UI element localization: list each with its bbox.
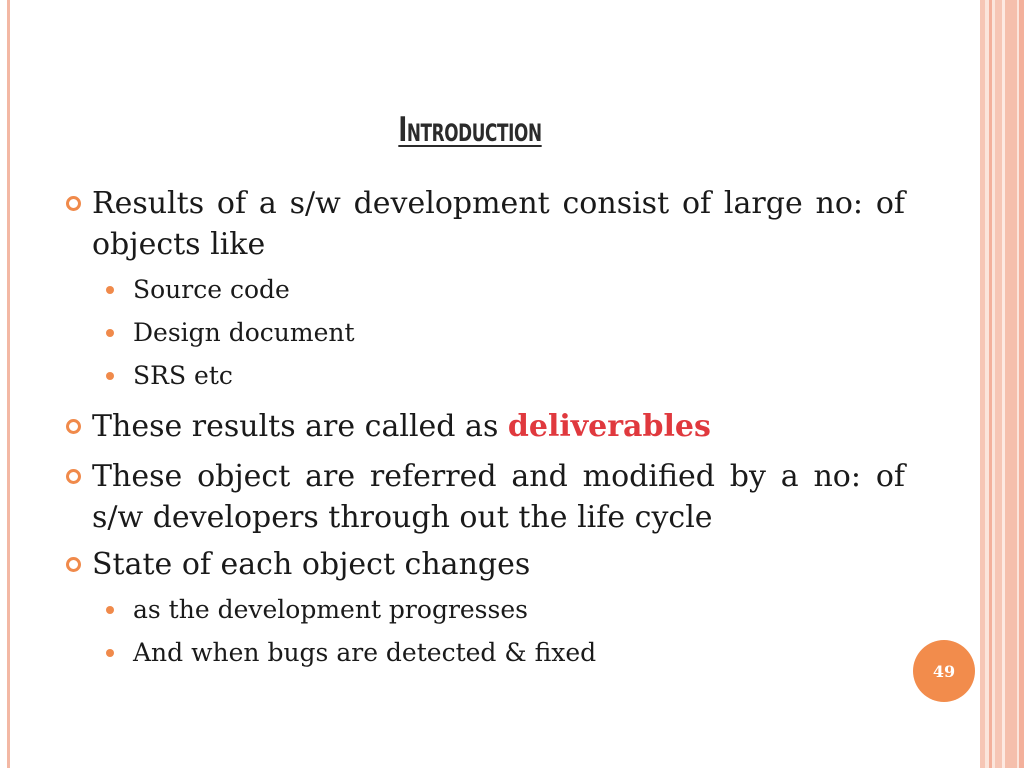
bullet-item xyxy=(60,406,905,447)
circle-bullet-icon xyxy=(66,196,81,211)
sub-bullet-list xyxy=(60,268,905,397)
circle-bullet-icon xyxy=(66,419,81,434)
highlighted-term: deliverables xyxy=(507,409,711,444)
bullet-text: State of each object changes xyxy=(92,547,531,582)
sub-bullet-item xyxy=(60,588,905,631)
circle-bullet-icon xyxy=(66,557,81,572)
bullet-text: Results of a s/w development consist of large no: of objects like xyxy=(92,186,905,262)
decorative-stripe xyxy=(1019,0,1024,768)
circle-bullet-icon xyxy=(66,469,81,484)
sub-bullet-text: SRS etc xyxy=(133,361,233,390)
bullet-list xyxy=(60,183,905,674)
dot-bullet-icon xyxy=(106,329,114,337)
sub-bullet-item xyxy=(60,631,905,674)
bullet-text: These object are referred and modified by a no: of s/w developers through out the life cycle xyxy=(92,459,905,535)
bullet-item xyxy=(60,456,905,538)
sub-bullet-text: Source code xyxy=(133,275,290,304)
page-number-badge: 49 xyxy=(913,640,975,702)
decorative-stripe xyxy=(995,0,1002,768)
bullet-item xyxy=(60,183,905,265)
sub-bullet-text: Design document xyxy=(133,318,355,347)
sub-bullet-item xyxy=(60,268,905,311)
dot-bullet-icon xyxy=(106,606,114,614)
bullet-item xyxy=(60,544,905,585)
dot-bullet-icon xyxy=(106,649,114,657)
sub-bullet-text: as the development progresses xyxy=(133,595,528,624)
dot-bullet-icon xyxy=(106,372,114,380)
sub-bullet-text: And when bugs are detected & fixed xyxy=(133,638,597,667)
sub-bullet-list xyxy=(60,588,905,674)
bullet-text: These results are called as xyxy=(92,409,508,444)
left-border-line xyxy=(7,0,10,768)
decorative-stripe xyxy=(1005,0,1017,768)
slide-title: Introduction xyxy=(398,110,542,150)
sub-bullet-item xyxy=(60,354,905,397)
dot-bullet-icon xyxy=(106,286,114,294)
sub-bullet-item xyxy=(60,311,905,354)
